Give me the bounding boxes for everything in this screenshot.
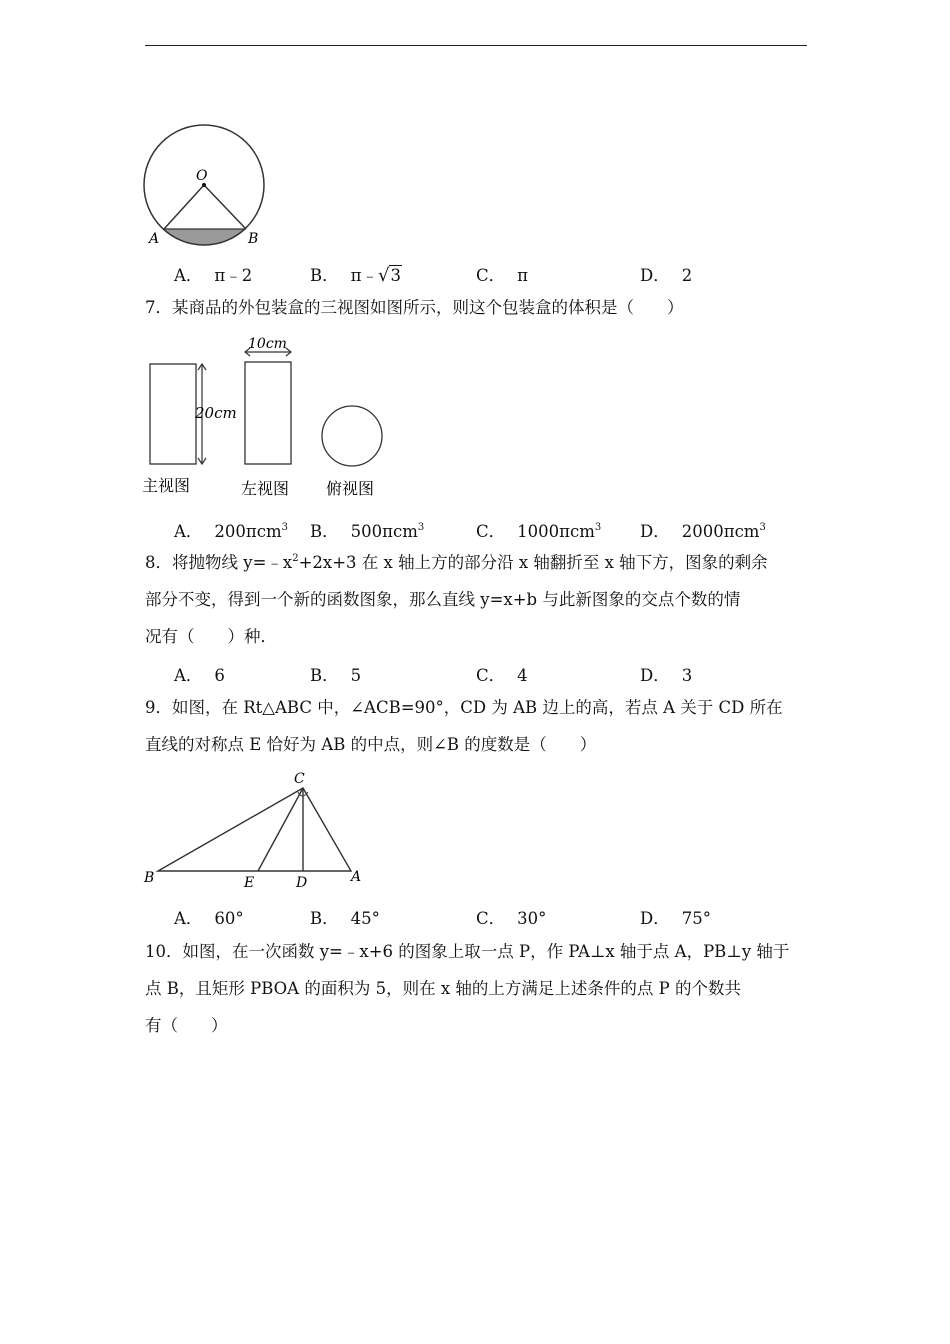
- sqrt-sign: √: [378, 265, 390, 286]
- q6-radius-oa: [164, 185, 204, 229]
- q6-radius-ob: [204, 185, 246, 229]
- q10-line-1: 10．如图，在一次函数 y=﹣x+6 的图象上取一点 P，作 PA⊥x 轴于点 A，PB⊥y 轴于: [145, 942, 790, 961]
- q8-option-c[interactable]: C． 4: [476, 666, 528, 685]
- q8-options: [174, 662, 814, 688]
- q7-option-d[interactable]: D． 2000πcm$^3$: [640, 522, 766, 541]
- q9-option-c[interactable]: C． 30°: [476, 909, 547, 928]
- q7-side-caption: 左视图: [241, 479, 290, 498]
- q9-triangle-figure: [138, 768, 378, 892]
- q7-top-view: [322, 406, 382, 466]
- q6-option-c[interactable]: C． π: [476, 266, 528, 285]
- q9-triangle-abc: [158, 788, 351, 871]
- q10-line-3: 有（ ）: [145, 1016, 228, 1035]
- q6-label-a: A: [149, 231, 160, 247]
- q8-option-a[interactable]: A． 6: [174, 666, 225, 685]
- q7-front-view: [150, 364, 196, 464]
- q7-option-c[interactable]: C． 1000πcm$^3$: [476, 522, 602, 541]
- q7-height-label: 20cm: [195, 404, 237, 422]
- q9-line-1: 9．如图，在 Rt△ABC 中，∠ACB=90°，CD 为 AB 边上的高，若点 A 关于 CD 所在: [145, 698, 783, 717]
- q9-option-d[interactable]: D． 75°: [640, 909, 711, 928]
- q7-stem: 7．某商品的外包装盒的三视图如图所示，则这个包装盒的体积是（ ）: [145, 298, 684, 317]
- q6-option-a[interactable]: A． π﹣2: [174, 266, 253, 285]
- q8-line-3: 况有（ ）种．: [145, 627, 277, 646]
- q9-label-a: A: [351, 869, 362, 885]
- q7-side-view: [245, 362, 291, 464]
- q7-top-caption: 俯视图: [326, 479, 375, 498]
- q8-stem: [145, 544, 810, 655]
- q7-option-a[interactable]: A． 200πcm$^3$: [174, 522, 289, 541]
- q9-label-e: E: [244, 875, 255, 891]
- q9-label-b: B: [144, 870, 155, 886]
- q6-option-d[interactable]: D． 2: [640, 266, 693, 285]
- q6-label-o: O: [196, 168, 208, 184]
- q7-width-label: 10cm: [248, 336, 287, 352]
- q9-label-d: D: [296, 875, 308, 891]
- q9-line-2: 直线的对称点 E 恰好为 AB 的中点，则∠B 的度数是（ ）: [145, 735, 597, 754]
- q7-three-views-figure: [138, 336, 398, 504]
- q9-option-b[interactable]: B． 45°: [310, 909, 380, 928]
- q7-options: [174, 518, 814, 544]
- q8-option-b[interactable]: B． 5: [310, 666, 362, 685]
- q6-label-b: B: [248, 231, 259, 247]
- q9-option-a[interactable]: A． 60°: [174, 909, 244, 928]
- q6-options: [174, 262, 814, 288]
- q10-line-2: 点 B，且矩形 PBOA 的面积为 5，则在 x 轴的上方满足上述条件的点 P 的个数共: [145, 979, 741, 998]
- q6-circle-figure: [138, 122, 278, 250]
- q8-line-1: 8．将抛物线 $y=﹣x^2+2x+3$ 在 x 轴上方的部分沿 x 轴翻折至 x 轴下方，图象的剩余: [145, 553, 768, 572]
- q7-option-b[interactable]: B． 500πcm$^3$: [310, 522, 425, 541]
- q9-label-c: C: [294, 771, 305, 787]
- q8-option-d[interactable]: D． 3: [640, 666, 693, 685]
- q10-stem: [145, 933, 810, 1044]
- q9-stem: [145, 689, 810, 763]
- q6-option-b[interactable]: B． π﹣√3: [310, 265, 401, 286]
- header-rule: [145, 45, 807, 46]
- q9-options: [174, 905, 814, 931]
- q7-front-caption: 主视图: [142, 476, 191, 495]
- q8-line-2: 部分不变，得到一个新的函数图象，那么直线 y=x+b 与此新图象的交点个数的情: [145, 590, 741, 609]
